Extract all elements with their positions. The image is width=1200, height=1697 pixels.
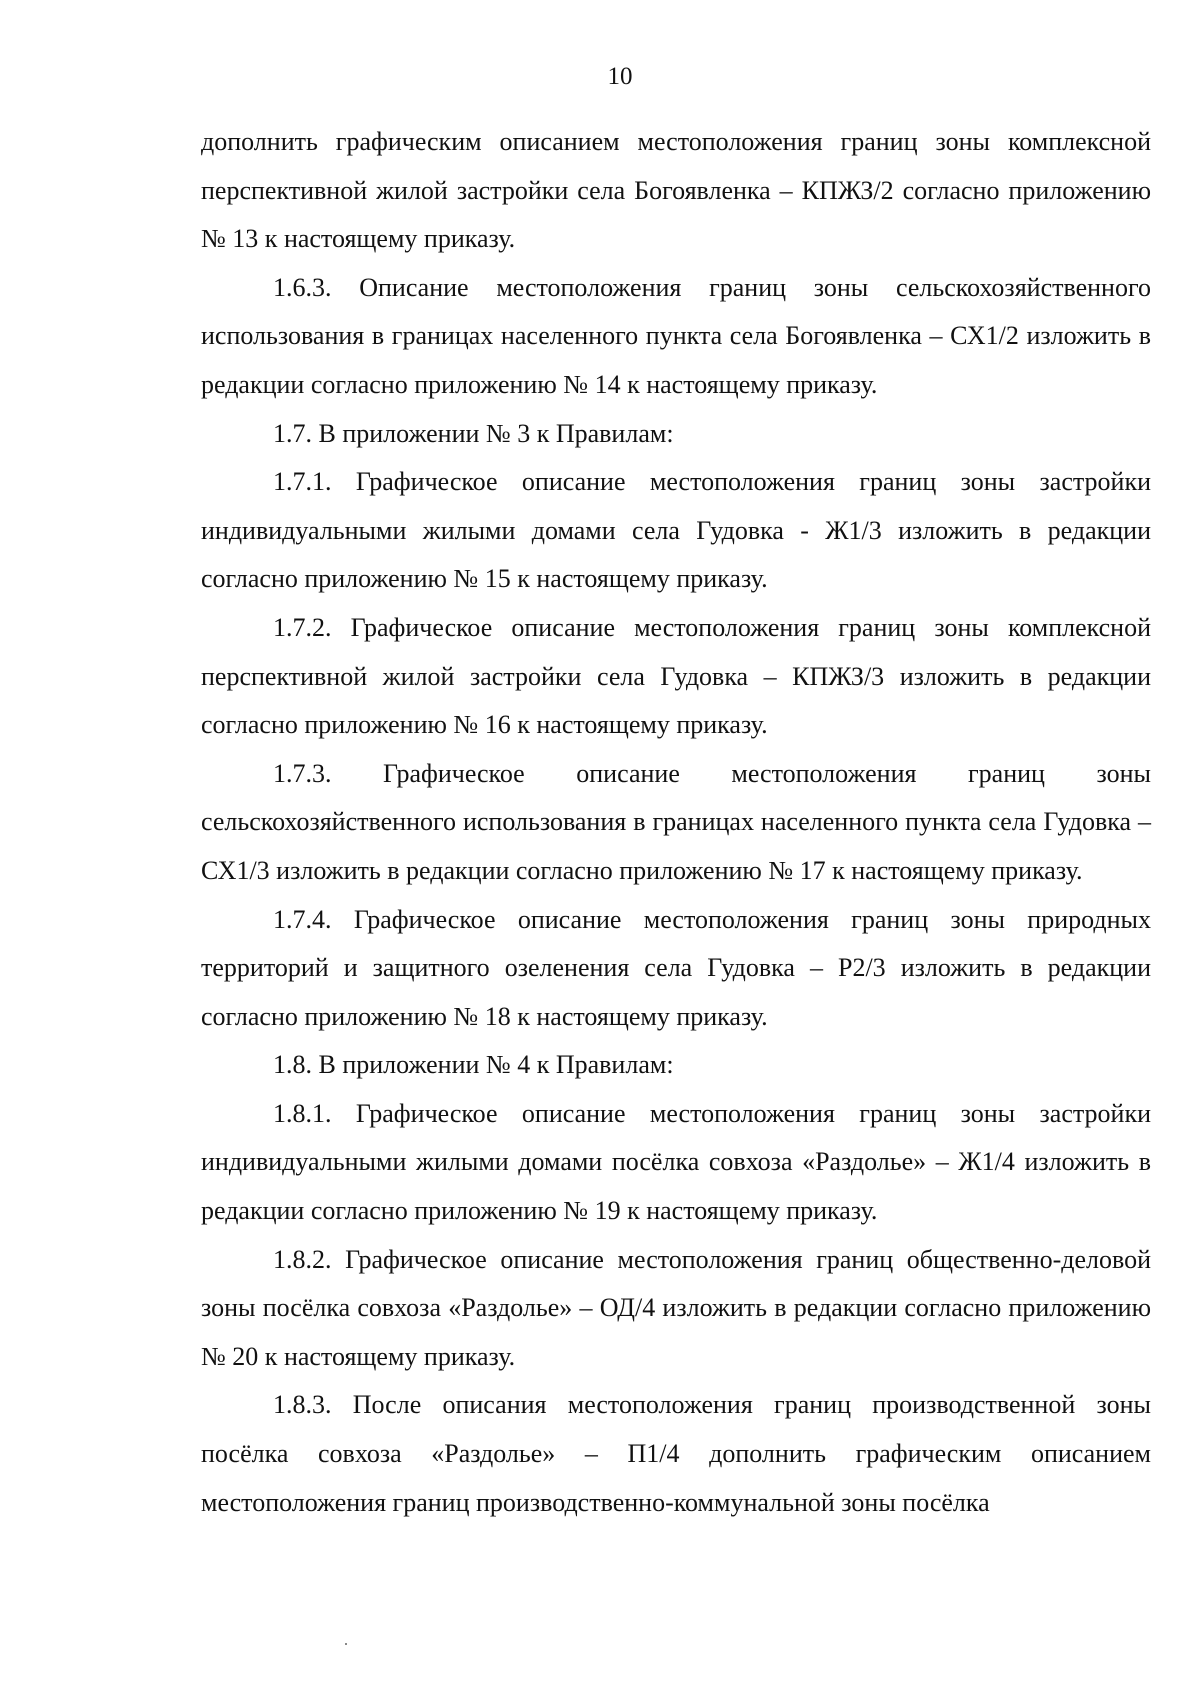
paragraph-continuation: дополнить графическим описанием местоположения границ зоны комплексной перспективной жилой застройки села Богоявленка – КПЖЗ/2 согласно приложению № 13 к настоящему приказу. (201, 127, 1151, 254)
paragraph-1-8-2: 1.8.2. Графическое описание местоположения границ общественно-деловой зоны посёлка совхоза «Раздолье» – ОД/4 изложить в редакции согласно приложению № 20 к настоящему приказу. (201, 1244, 1151, 1371)
paragraph-1-7-2: 1.7.2. Графическое описание местоположения границ зоны комплексной перспективной жилой застройки села Гудовка – КПЖЗ/3 изложить в редакции согласно приложению № 16 к настоящему приказу. (201, 612, 1151, 740)
page-number: 10 (607, 63, 633, 90)
paragraph-1-8-3: 1.8.3. После описания местоположения границ производственной зоны посёлка совхоза «Раздолье» – П1/4 дополнить графическим описанием местоположения границ производственно-коммунальной зоны посёлка (201, 1390, 1151, 1517)
paragraph-1-8: 1.8. В приложении № 4 к Правилам: (273, 1050, 674, 1080)
document-body (201, 118, 1151, 1527)
paragraph-1-7-1: 1.7.1. Графическое описание местоположения границ зоны застройки индивидуальными жилыми домами села Гудовка - Ж1/3 изложить в редакции согласно приложению № 15 к настоящему приказу. (201, 467, 1151, 594)
paragraph-1-6-3: 1.6.3. Описание местоположения границ зоны сельскохозяйственного использования в границах населенного пункта села Богоявленка – СХ1/2 изложить в редакции согласно приложению № 14 к настоящему приказу. (201, 272, 1151, 399)
paragraph-1-8-1: 1.8.1. Графическое описание местоположения границ зоны застройки индивидуальными жилыми домами посёлка совхоза «Раздолье» – Ж1/4 изложить в редакции согласно приложению № 19 к настоящему приказу. (201, 1098, 1151, 1226)
paragraph-1-7: 1.7. В приложении № 3 к Правилам: (273, 418, 674, 448)
paragraph-1-7-3: 1.7.3. Графическое описание местоположения границ зоны сельскохозяйственного использования в границах населенного пункта села Гудовка – СХ1/3 изложить в редакции согласно приложению № 17 к настоящему приказу. (201, 758, 1151, 885)
paragraph-1-7-4: 1.7.4. Графическое описание местоположения границ зоны природных территорий и защитного озеленения села Гудовка – Р2/3 изложить в редакции согласно приложению № 18 к настоящему приказу. (201, 904, 1151, 1031)
scan-speck (345, 1643, 347, 1645)
